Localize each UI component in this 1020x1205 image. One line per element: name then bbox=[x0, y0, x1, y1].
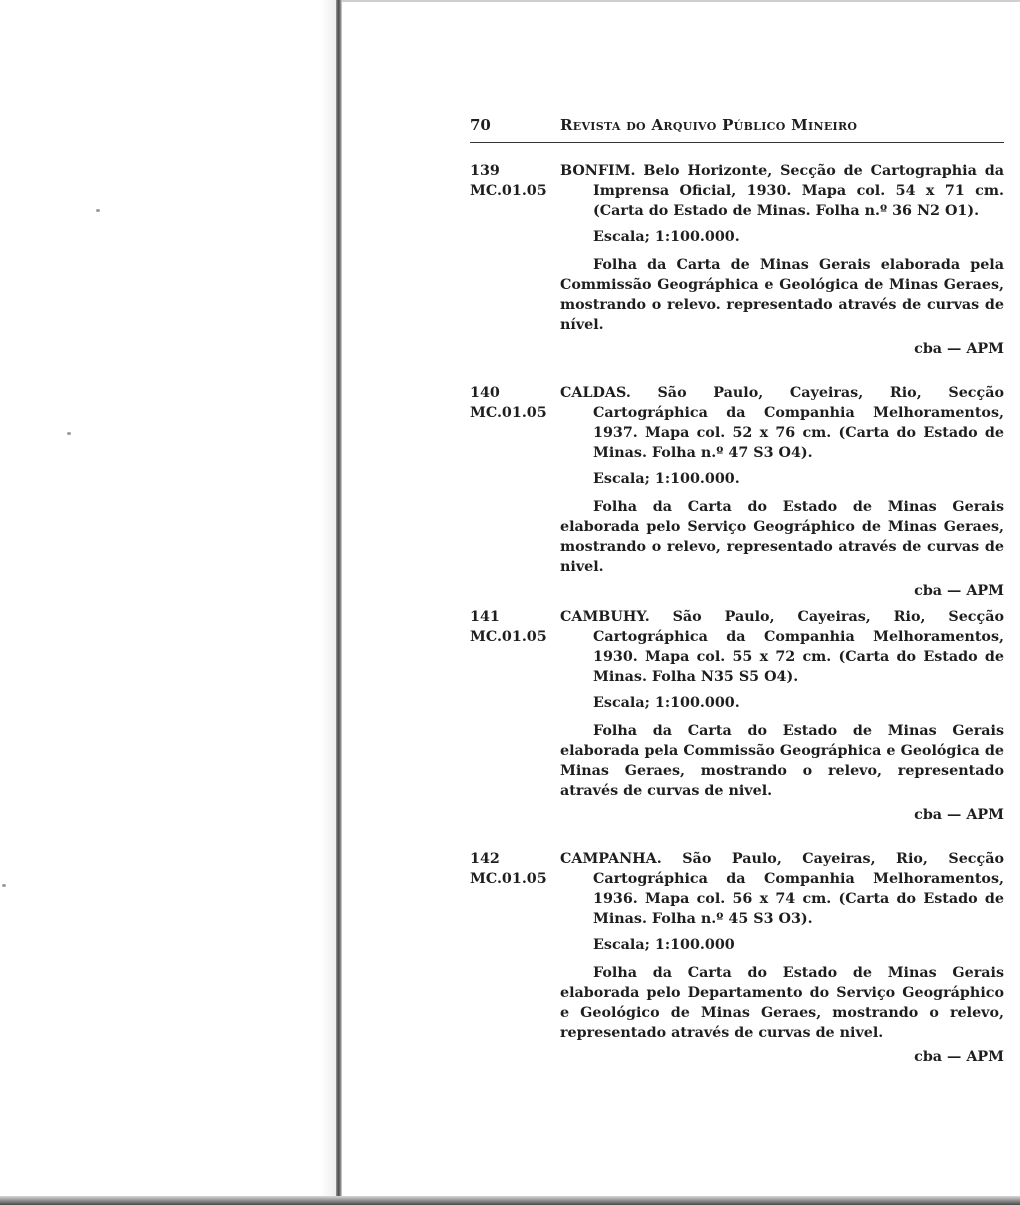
page-header bbox=[470, 116, 1004, 134]
entry-code: MC.01.05 bbox=[470, 629, 547, 645]
entry-citation: CAMPANHA. São Paulo, Cayeiras, Rio, Secção Cartográphica da Companhia Melhoramentos, 1936. Mapa col. 56 x 74 cm. (Carta do Estado de Minas. Folha n.º 45 S3 O3). bbox=[560, 851, 1004, 927]
entry-number: 142 bbox=[470, 851, 500, 867]
entry-credit: cba — APM bbox=[914, 583, 1004, 599]
page-top-edge bbox=[342, 0, 1020, 2]
entry-code: MC.01.05 bbox=[470, 405, 547, 421]
entry-scale: Escala; 1:100.000. bbox=[593, 229, 740, 245]
book-gutter bbox=[336, 0, 342, 1205]
entry-scale: Escala; 1:100.000. bbox=[593, 695, 740, 711]
entry-body bbox=[560, 383, 1004, 601]
entry-code: MC.01.05 bbox=[470, 871, 547, 887]
header-rule bbox=[470, 142, 1004, 143]
entry-body bbox=[560, 607, 1004, 825]
entry-code: MC.01.05 bbox=[470, 183, 547, 199]
scan-speck bbox=[67, 432, 71, 435]
entry-number: 140 bbox=[470, 385, 500, 401]
scan-speck bbox=[96, 209, 100, 212]
entry-description: Folha da Carta do Estado de Minas Gerais elaborada pelo Serviço Geográphico de Minas Geraes, mostrando o relevo, representado através de curvas de nivel. bbox=[560, 499, 1004, 575]
running-title: Revista do Arquivo Público Mineiro bbox=[560, 116, 858, 134]
entry-identifiers bbox=[470, 607, 560, 647]
entry-number: 139 bbox=[470, 163, 500, 179]
entry-credit: cba — APM bbox=[914, 341, 1004, 357]
entry-citation: BONFIM. Belo Horizonte, Secção de Cartographia da Imprensa Oficial, 1930. Mapa col. 54 x 71 cm. (Carta do Estado de Minas. Folha n.º 36 N2 O1). bbox=[560, 163, 1004, 219]
entry-identifiers bbox=[470, 383, 560, 423]
entry-identifiers bbox=[470, 849, 560, 889]
entry-description: Folha da Carta de Minas Gerais elaborada pela Commissão Geográphica e Geológica de Minas Geraes, mostrando o relevo. representado através de curvas de nível. bbox=[560, 257, 1004, 333]
entry-body bbox=[560, 849, 1004, 1067]
page-bottom-edge bbox=[0, 1196, 1020, 1205]
scan-speck bbox=[2, 884, 6, 887]
entry-citation: CAMBUHY. São Paulo, Cayeiras, Rio, Secção Cartográphica da Companhia Melhoramentos, 1930. Mapa col. 55 x 72 cm. (Carta do Estado de Minas. Folha N35 S5 O4). bbox=[560, 609, 1004, 685]
entry-description: Folha da Carta do Estado de Minas Gerais elaborada pelo Departamento do Serviço Geográphico e Geológico de Minas Geraes, mostrando o relevo, representado através de curvas de nivel. bbox=[560, 965, 1004, 1041]
entry-citation: CALDAS. São Paulo, Cayeiras, Rio, Secção Cartográphica da Companhia Melhoramentos, 1937. Mapa col. 52 x 76 cm. (Carta do Estado de Minas. Folha n.º 47 S3 O4). bbox=[560, 385, 1004, 461]
entry-scale: Escala; 1:100.000 bbox=[593, 937, 735, 953]
entry-body bbox=[560, 161, 1004, 359]
entry-credit: cba — APM bbox=[914, 807, 1004, 823]
page-number: 70 bbox=[470, 116, 491, 134]
entry-number: 141 bbox=[470, 609, 500, 625]
entry-description: Folha da Carta do Estado de Minas Gerais elaborada pela Commissão Geográphica e Geológica de Minas Geraes, mostrando o relevo, representado através de curvas de nivel. bbox=[560, 723, 1004, 799]
entry-scale: Escala; 1:100.000. bbox=[593, 471, 740, 487]
entry-identifiers bbox=[470, 161, 560, 201]
entry-credit: cba — APM bbox=[914, 1049, 1004, 1065]
